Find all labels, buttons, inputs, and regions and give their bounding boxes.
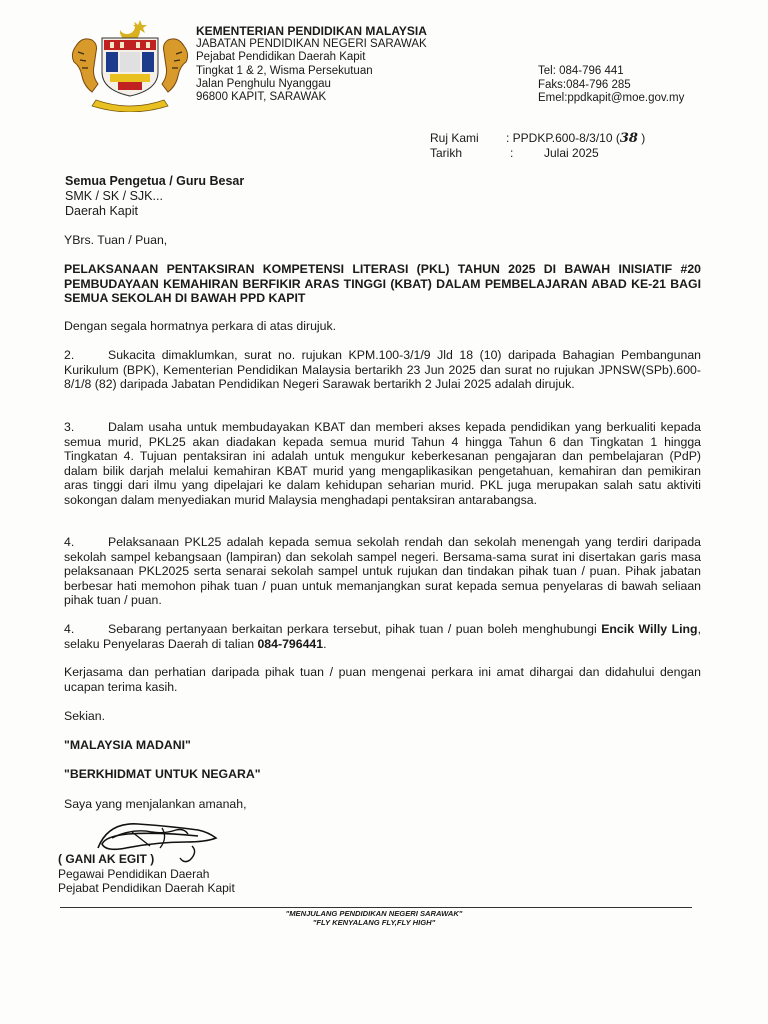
- contact-person: Encik Willy Ling: [601, 622, 698, 636]
- signer-block: [58, 852, 235, 896]
- address-line-2: Jalan Penghulu Nyanggau: [196, 77, 331, 90]
- paragraph-text: Sukacita dimaklumkan, surat no. rujukan KPM.100-3/1/9 Jld 18 (10) daripada Bahagian Pembangunan Kurikulum (BPK), Kementerian Pendidikan Malaysia bertarikh 23 Jun 2025 dan surat no rujukan JPNSW(SPb).600-8/1/8 (82) daripada Jabatan Pendidikan Negeri Sarawak bertarikh 2 Julai 2025 adalah dirujuk.: [64, 348, 701, 391]
- department-name: JABATAN PENDIDIKAN NEGERI SARAWAK: [196, 38, 427, 51]
- reference-block: [430, 131, 645, 161]
- reference-value: : PPDKP.600-8/3/10 (: [506, 131, 620, 145]
- paragraph-text: Pelaksanaan PKL25 adalah kepada semua sekolah rendah dan sekolah menengah yang terdiri daripada sekolah sampel kebangsaan (lampiran) dan sekolah sampel negeri. Bersama-sama surat ini disertakan garis masa pelaksanaan PKL2025 serta senarai sekolah sampel untuk rujukan dan tindakan pihak tuan / puan. Pihak jabatan berbesar hati memohon pihak tuan / puan untuk memanjangkan surat kepada semua penyelaras di bawah seliaan pihak tuan / puan.: [64, 535, 701, 607]
- letterhead-address: [196, 25, 427, 104]
- paragraph-text-b: , selaku Penyelaras Daerah di talian: [64, 622, 701, 651]
- coat-of-arms-icon: [66, 16, 194, 112]
- paragraph-number: 3.: [64, 420, 75, 434]
- footer-slogan-1: "MENJULANG PENDIDIKAN NEGERI SARAWAK": [285, 909, 463, 918]
- reference-close: ): [637, 131, 646, 145]
- fax: Faks:084-796 285: [538, 78, 631, 91]
- reference-row: [430, 131, 645, 146]
- paragraph-text-c: .: [323, 636, 327, 651]
- sekian: Sekian.: [64, 709, 106, 723]
- recipient-district: Daerah Kapit: [65, 204, 138, 218]
- recipient-schools: SMK / SK / SJK...: [65, 189, 163, 203]
- motto-berkhidmat: "BERKHIDMAT UNTUK NEGARA": [64, 767, 261, 781]
- paragraph-number: 4.: [64, 622, 75, 636]
- signer-name: ( GANI AK EGIT ): [58, 852, 155, 866]
- ministry-name: KEMENTERIAN PENDIDIKAN MALAYSIA: [196, 24, 427, 38]
- reference-handwritten-number: 38: [619, 131, 638, 146]
- paragraph-contact: [64, 622, 701, 651]
- telephone: Tel: 084-796 441: [538, 65, 624, 77]
- paragraph-3: [64, 420, 701, 507]
- email: Emel:ppdkapit@moe.gov.my: [538, 92, 685, 104]
- letterhead-contact: [538, 65, 684, 106]
- contact-phone: 084-796441: [257, 636, 324, 651]
- signer-title: Pegawai Pendidikan Daerah: [58, 866, 210, 881]
- signer-office: Pejabat Pendidikan Daerah Kapit: [58, 881, 235, 895]
- amanah-line: Saya yang menjalankan amanah,: [64, 797, 247, 811]
- office-name: Pejabat Pendidikan Daerah Kapit: [196, 51, 366, 64]
- motto-malaysia-madani: "MALAYSIA MADANI": [64, 738, 191, 752]
- opening-line: Dengan segala hormatnya perkara di atas dirujuk.: [64, 319, 337, 333]
- closing-paragraph: Kerjasama dan perhatian daripada pihak tuan / puan mengenai perkara ini amat dihargai dan didahului dengan ucapan terima kasih.: [64, 665, 701, 694]
- recipient-title: Semua Pengetua / Guru Besar: [65, 174, 245, 188]
- date-colon: :: [510, 146, 514, 160]
- date-label: Tarikh: [430, 146, 463, 160]
- date-value: Julai 2025: [544, 146, 599, 160]
- paragraph-4: [64, 535, 701, 608]
- footer-slogan: [0, 909, 748, 927]
- paragraph-text: Dalam usaha untuk membudayakan KBAT dan memberi akses kepada pendidikan yang berkualiti kepada semua murid, PKL25 akan diadakan kepada semua murid Tahun 4 hingga Tahun 6 dan Tingkatan 1 hingga Tingkatan 4. Tujuan pentaksiran ini adalah untuk mengukur keberkesanan pengajaran dan pembelajaran (PdP) dalam bilik darjah melalui kemahiran KBAT murid yang mengaplikasikan pengetahuan, kemahiran dan pemikiran aras tinggi dari ilmu yang dipelajari ke dalam kehidupan seharian murid. PKL juga merupakan salah satu aktiviti sokongan dalam menyediakan murid Malaysia menghadapi pentaksiran antarabangsa.: [64, 420, 701, 507]
- recipient-block: [65, 174, 244, 219]
- reference-label: Ruj Kami: [430, 131, 479, 145]
- paragraph-text-a: Sebarang pertanyaan berkaitan perkara tersebut, pihak tuan / puan boleh menghubungi: [108, 622, 602, 636]
- paragraph-number: 2.: [64, 348, 75, 362]
- paragraph-number: 4.: [64, 535, 75, 549]
- footer-slogan-2: "FLY KENYALANG FLY,FLY HIGH": [312, 918, 436, 927]
- address-line-3: 96800 KAPIT, SARAWAK: [196, 91, 327, 104]
- salutation: YBrs. Tuan / Puan,: [64, 233, 168, 247]
- date-row: [430, 146, 645, 161]
- paragraph-2: [64, 348, 701, 392]
- letter-subject: PELAKSANAAN PENTAKSIRAN KOMPETENSI LITERASI (PKL) TAHUN 2025 DI BAWAH INISIATIF #20 PEMBUDAYAAN KEMAHIRAN BERFIKIR ARAS TINGGI (KBAT) DALAM PEMBELAJARAN ABAD KE-21 BAGI SEMUA SEKOLAH DI BAWAH PPD KAPIT: [64, 262, 701, 306]
- address-line-1: Tingkat 1 & 2, Wisma Persekutuan: [196, 64, 373, 77]
- footer-divider: [60, 907, 692, 908]
